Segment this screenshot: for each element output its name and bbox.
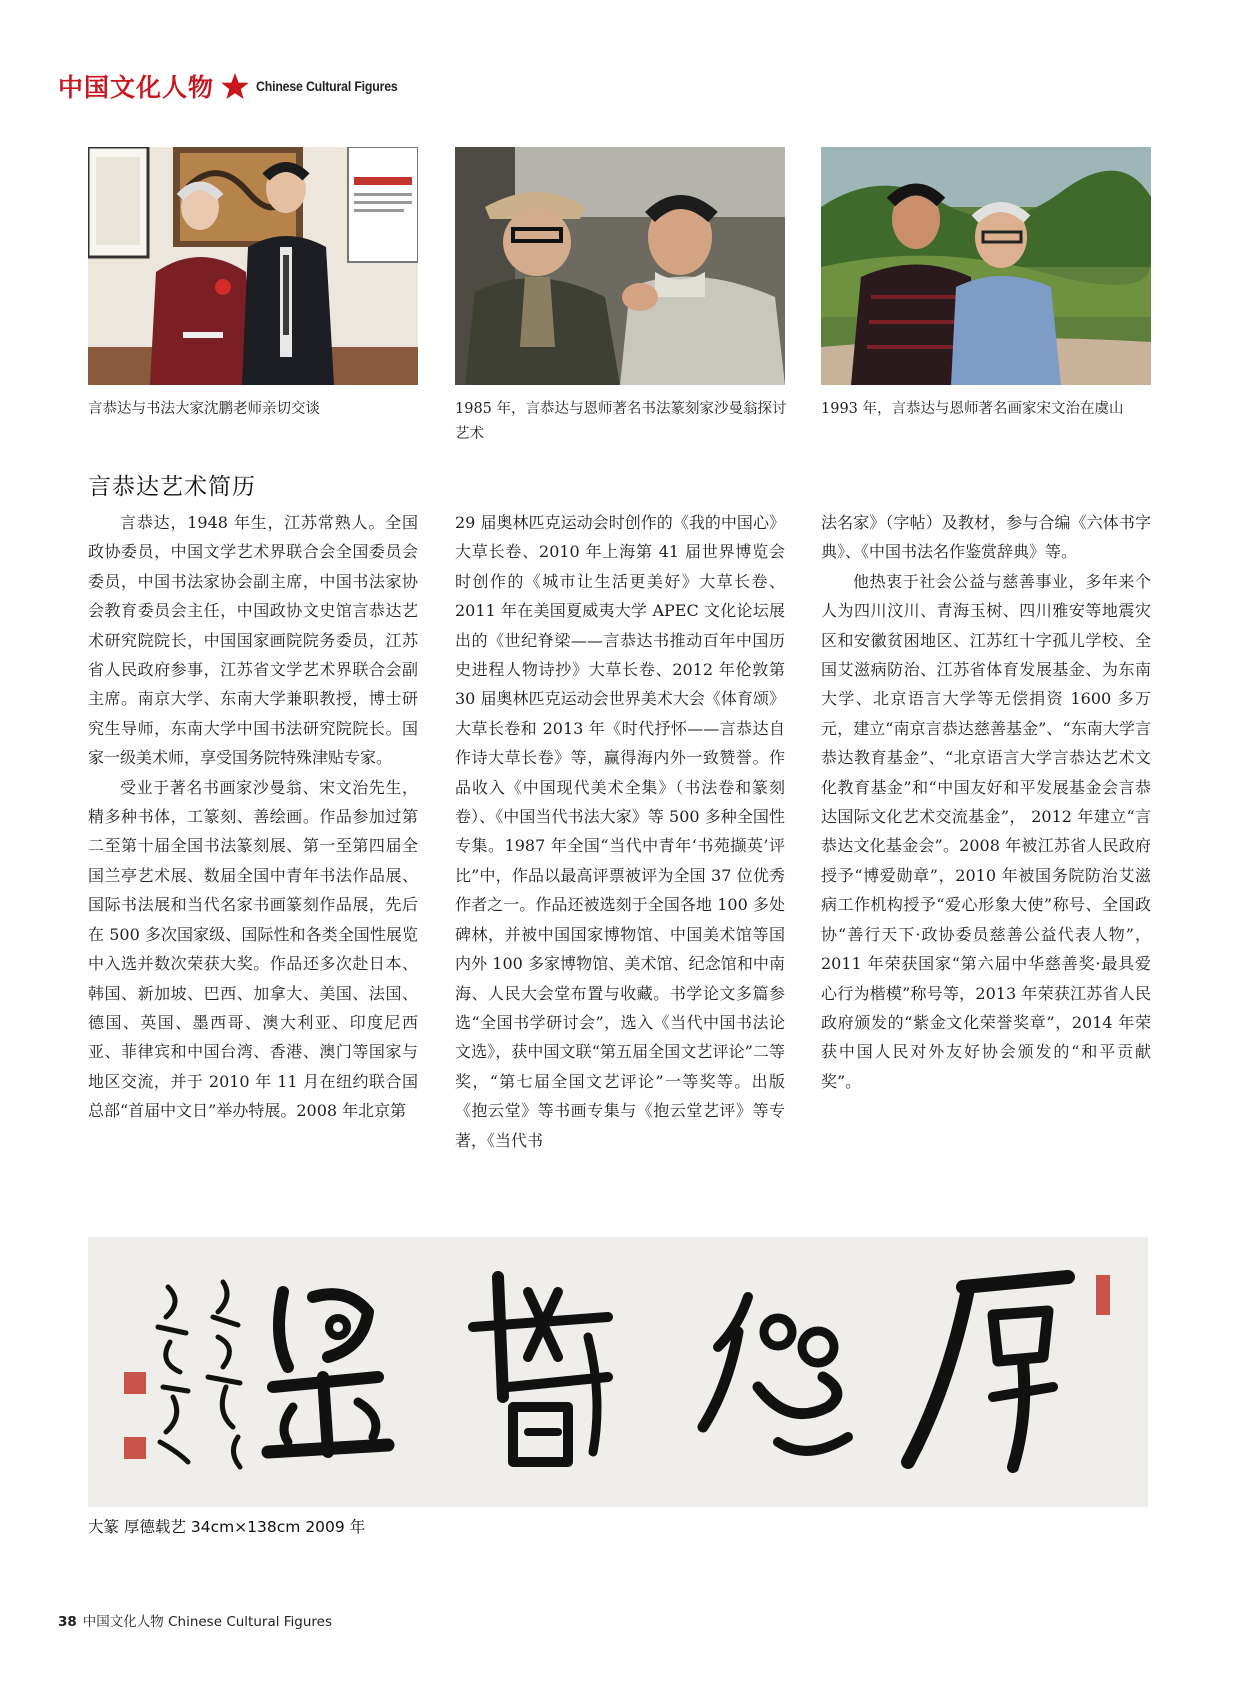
paragraph: 法名家》（字帖）及教材，参与合编《六体书字典》、《中国书法名作鉴赏辞典》等。 bbox=[821, 513, 1151, 562]
artwork-caption: 大篆 厚德载艺 34cm×138cm 2009 年 bbox=[88, 1518, 366, 1536]
masthead-title-cn: 中国文化人物 bbox=[58, 73, 215, 102]
article-column-3 bbox=[821, 508, 1151, 1096]
paragraph: 他热衷于社会公益与慈善事业，多年来个人为四川汶川、青海玉树、四川雅安等地震灾区和安徽贫困地区、江苏红十字孤儿学校、全国艾滋病防治、江苏省体育发展基金、为东南大学、北京语言大学等无偿捐资 1600 多万元，建立“南京言恭达慈善基金”、“东南大学言恭达教育基金”、“北京语言大学言恭达艺术文化教育基金”和“中国友好和平发展基金会言恭达国际文化艺术交流基金”， 2012 年建立“言恭达文化基金会”。2008 年被江苏省人民政府授予“博爱勋章”，2010 年被国务院防治艾滋病工作机构授予“爱心形象大使”称号、全国政协“善行天下·政协委员慈善公益代表人物”，2011 年荣获国家“第六届中华慈善奖·最具爱心行为楷模”称号等，2013 年荣获江苏省人民政府颁发的“紫金文化荣誉奖章”，2014 年荣获中国人民对外友好协会颁发的“和平贡献奖”。 bbox=[821, 571, 1151, 1091]
page-number: 38 bbox=[58, 1614, 77, 1630]
photo-discussion bbox=[455, 147, 785, 385]
article-column-1 bbox=[88, 508, 418, 1126]
star-icon bbox=[220, 72, 250, 100]
paragraph: 29 届奥林匹克运动会时创作的《我的中国心》大草长卷、2010 年上海第 41 届世界博览会时创作的《城市让生活更美好》大草长卷、2011 年在美国夏威夷大学 APEC 文化论坛展出的《世纪脊梁——言恭达书推动百年中国历史进程人物诗抄》大草长卷、2012 年伦敦第 30 届奥林匹克运动会世界美术大会《体育颂》大草长卷和 2013 年《时代抒怀——言恭达自作诗大草长卷》等，赢得海内外一致赞誉。作品收入《中国现代美术全集》（书法卷和篆刻卷）、《中国当代书法大家》等 500 多种全国性专集。1987 年全国“当代中青年‘书苑撷英’评比”中，作品以最高评票被评为全国 37 位优秀作者之一。作品还被选刻于全国各地 100 多处碑林，并被中国国家博物馆、中国美术馆等国内外 100 多家博物馆、美术馆、纪念馆和中南海、人民大会堂布置与收藏。书学论文多篇参选“全国书学研讨会”，选入《当代中国书法论文选》，获中国文联“第五届全国文艺评论”二等奖，“第七届全国文艺评论”一等奖等。出版《抱云堂》等书画专集与《抱云堂艺评》等专著，《当代书 bbox=[455, 513, 785, 1150]
photo-caption-2: 1985 年，言恭达与恩师著名书法篆刻家沙曼翁探讨艺术 bbox=[455, 401, 787, 442]
article-column-2 bbox=[455, 508, 785, 1155]
photo-caption-1: 言恭达与书法大家沈鹏老师亲切交谈 bbox=[88, 401, 320, 417]
photo-outdoor bbox=[821, 147, 1151, 385]
paragraph: 言恭达，1948 年生，江苏常熟人。全国政协委员，中国文学艺术界联合会全国委员会委员，中国书法家协会副主席，中国书法家协会教育委员会主任，中国政协文史馆言恭达艺术研究院院长，中国国家画院院务委员，江苏省人民政府参事，江苏省文学艺术界联合会副主席。南京大学、东南大学兼职教授，博士研究生导师，东南大学中国书法研究院院长。国家一级美术师，享受国务院特殊津贴专家。 bbox=[88, 513, 418, 768]
footer-title: 中国文化人物 Chinese Cultural Figures bbox=[82, 1614, 333, 1630]
photo-gallery bbox=[88, 147, 418, 385]
page-footer bbox=[58, 1610, 332, 1630]
masthead bbox=[58, 68, 417, 104]
article-title: 言恭达艺术简历 bbox=[88, 474, 256, 500]
photo-caption-3: 1993 年，言恭达与恩师著名画家宋文治在虞山 bbox=[821, 401, 1124, 417]
masthead-title-en: Chinese Cultural Figures bbox=[256, 78, 398, 94]
calligraphy-artwork bbox=[88, 1237, 1148, 1507]
paragraph: 受业于著名书画家沙曼翁、宋文治先生，精多种书体，工篆刻、善绘画。作品参加过第二至第十届全国书法篆刻展、第一至第四届全国兰亭艺术展、数届全国中青年书法作品展、国际书法展和当代名家书画篆刻作品展，先后在 500 多次国家级、国际性和各类全国性展览中入选并数次荣获大奖。作品还多次赴日本、韩国、新加坡、巴西、加拿大、美国、法国、德国、英国、墨西哥、澳大利亚、印度尼西亚、菲律宾和中国台湾、香港、澳门等国家与地区交流，并于 2010 年 11 月在纽约联合国总部“首届中文日”举办特展。2008 年北京第 bbox=[88, 777, 418, 1121]
